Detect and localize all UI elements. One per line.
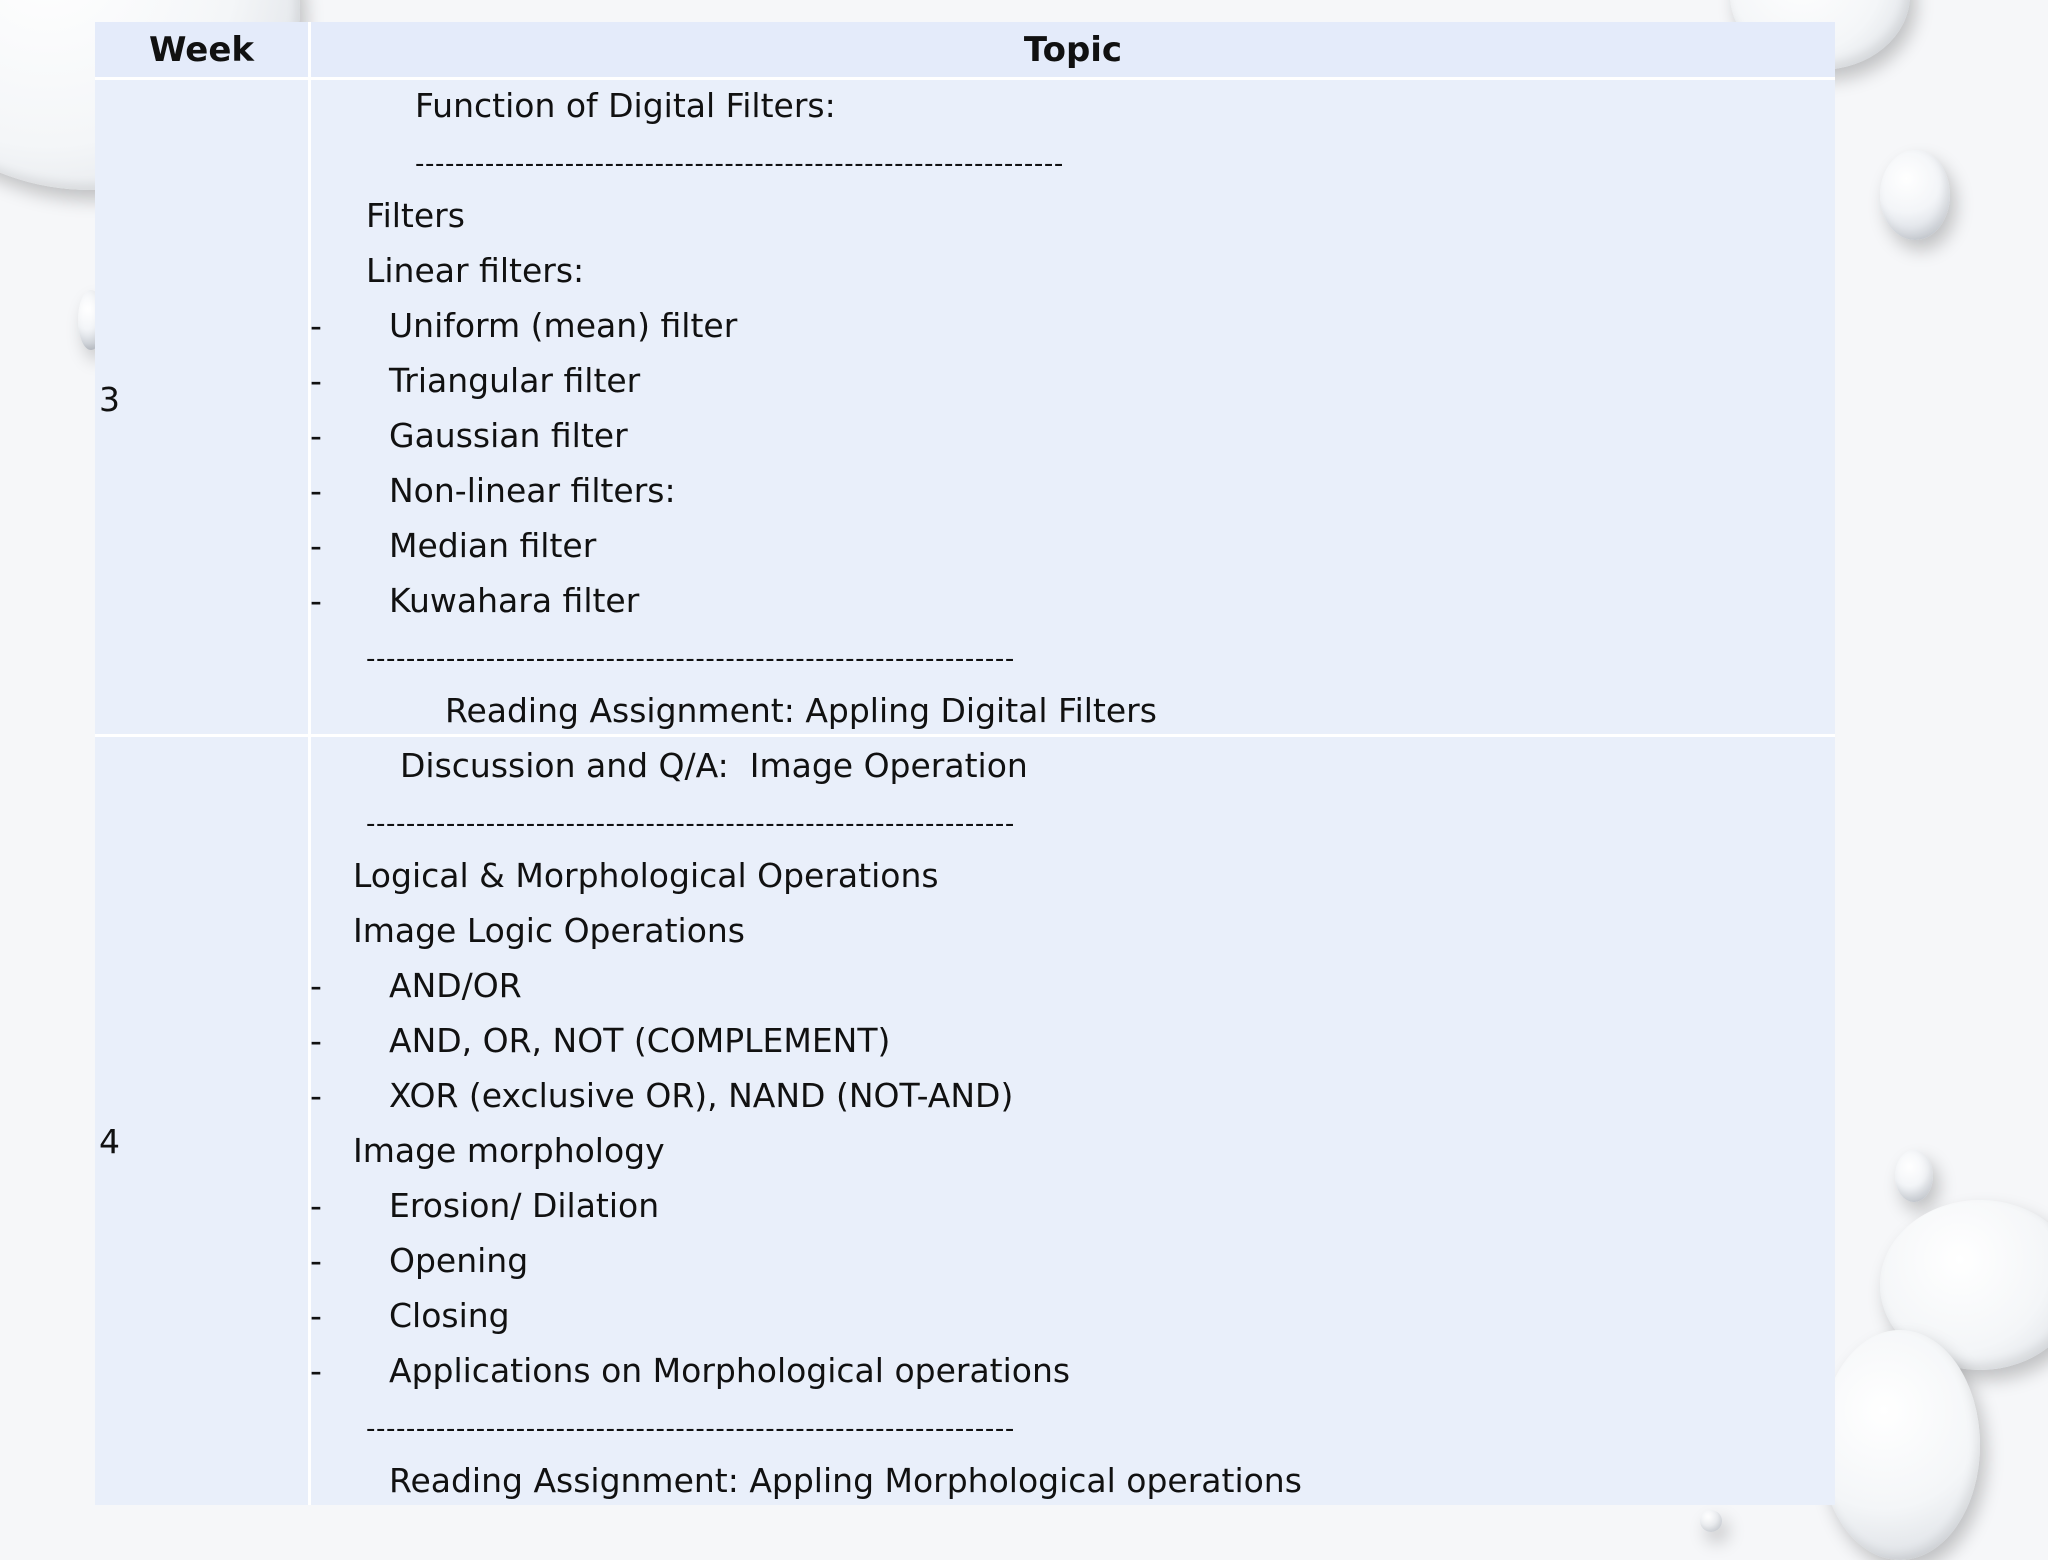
reading-assignment: Reading Assignment: Appling Morphological operations [389,1461,1302,1500]
topic-line: Filters [366,196,465,235]
week-number: 3 [99,380,120,419]
schedule-table [95,22,1835,1505]
list-bullet: - [310,966,322,1005]
table-header-row [95,22,1835,80]
list-bullet: - [310,306,322,345]
topic-line: Function of Digital Filters: [415,86,836,125]
topic-list-item: Median filter [389,526,597,565]
topic-line: Image morphology [353,1131,665,1170]
list-bullet: - [310,1021,322,1060]
list-bullet: - [310,471,322,510]
topic-list-item: Gaussian filter [389,416,628,455]
topic-line: Logical & Morphological Operations [353,856,939,895]
separator-line: ----------------------------------------------------------------- [366,809,1015,839]
list-bullet: - [310,1296,322,1335]
water-drop-decoration [1700,1510,1722,1532]
water-drop-decoration [1820,1330,1980,1560]
topic-list-item: Erosion/ Dilation [389,1186,660,1225]
separator-line: ----------------------------------------------------------------- [366,1414,1015,1444]
topic-list-item: Opening [389,1241,529,1280]
topic-list-item: AND/OR [389,966,522,1005]
separator-line: ----------------------------------------------------------------- [415,149,1064,179]
topic-list-item: XOR (exclusive OR), NAND (NOT-AND) [389,1076,1014,1115]
topic-column-header: Topic [1023,30,1123,70]
topic-list-item: Kuwahara filter [389,581,640,620]
row-divider [95,734,1835,737]
topic-line: Linear filters: [366,251,585,290]
topic-line: Image Logic Operations [353,911,746,950]
list-bullet: - [310,526,322,565]
topic-list-item: Applications on Morphological operations [389,1351,1071,1390]
topic-list-item: AND, OR, NOT (COMPLEMENT) [389,1021,891,1060]
separator-line: ----------------------------------------------------------------- [366,644,1015,674]
list-bullet: - [310,1076,322,1115]
list-bullet: - [310,361,322,400]
topic-list-item: Uniform (mean) filter [389,306,738,345]
list-bullet: - [310,416,322,455]
topic-list-item: Triangular filter [389,361,641,400]
reading-assignment: Reading Assignment: Appling Digital Filters [445,691,1157,730]
list-bullet: - [310,1351,322,1390]
column-divider [308,22,311,1505]
list-bullet: - [310,1186,322,1225]
topic-line: Discussion and Q/A: Image Operation [400,746,1028,785]
water-drop-decoration [1895,1150,1933,1202]
topic-list-item: Closing [389,1296,510,1335]
topic-list-item: Non-linear filters: [389,471,676,510]
week-column-header: Week [148,30,255,70]
list-bullet: - [310,581,322,620]
list-bullet: - [310,1241,322,1280]
week-number: 4 [99,1122,120,1161]
water-drop-decoration [1880,150,1950,240]
